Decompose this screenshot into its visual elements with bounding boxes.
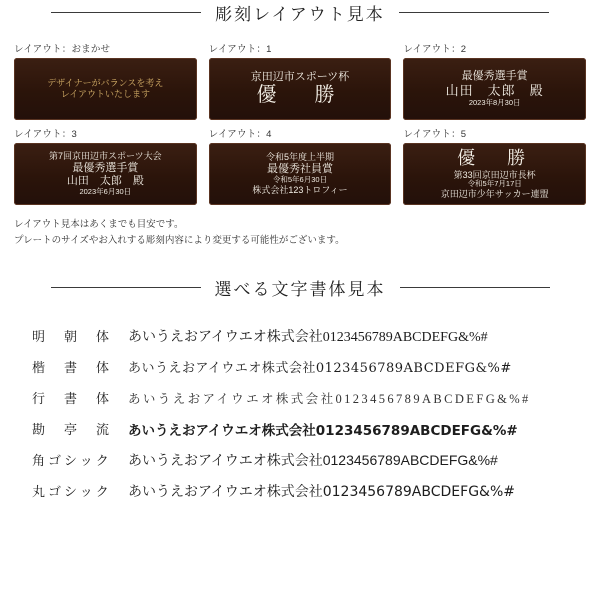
engraving-plate <box>14 143 197 205</box>
layout-sample-grid <box>14 41 586 205</box>
font-name-label: 丸ゴシック <box>32 484 112 500</box>
layout-section-heading <box>14 0 586 25</box>
font-sample-row-gyosho <box>32 382 574 413</box>
layout-caption: レイアウト：5 <box>403 129 467 140</box>
layout-sample-5 <box>403 126 586 205</box>
heading-rule-left <box>51 12 201 13</box>
font-name-label: 勘 亭 流 <box>32 422 113 438</box>
layout-note-line-2: プレートのサイズやお入れする彫刻内容により変更する可能性がございます。 <box>14 235 345 247</box>
font-sample-text: あいうえおアイウエオ株式会社0123456789ABCDEFG&%# <box>128 483 515 500</box>
plate-line: 最優秀選手賞 <box>72 161 139 174</box>
plate-line: 2023年6月30日 <box>79 186 132 196</box>
plate-line: 株式会社123トロフィー <box>252 184 348 195</box>
layout-note <box>14 217 586 249</box>
engraving-plate <box>403 143 586 205</box>
heading-rule-left <box>51 287 201 288</box>
font-sample-text: あいうえおアイウエオ株式会社0123456789ABCDEFG&%# <box>128 361 512 377</box>
layout-sample-2 <box>403 41 586 120</box>
fonts-section-title: 選べる文字書体見本 <box>214 280 386 300</box>
layout-sample-3 <box>14 126 197 205</box>
plate-line: 優 勝 <box>256 83 344 106</box>
engraving-plate <box>209 143 392 205</box>
layout-caption: レイアウト：おまかせ <box>14 44 111 55</box>
plate-line: 最優秀社員賞 <box>266 163 333 176</box>
plate-line: 2023年8月30日 <box>468 97 521 107</box>
engraving-plate <box>209 58 392 120</box>
plate-line: 第33回京田辺市長杯 <box>453 169 536 180</box>
fonts-section <box>14 275 586 506</box>
plate-line: レイアウトいたします <box>60 89 150 99</box>
font-sample-row-mincho <box>32 320 574 351</box>
layout-section-title: 彫刻レイアウト見本 <box>215 5 385 24</box>
font-sample-row-kantei <box>32 413 574 444</box>
plate-line: 令和5年7月17日 <box>467 179 522 189</box>
plate-line: 山田 太郎 殿 <box>66 174 144 187</box>
plate-line: 京田辺市少年サッカー連盟 <box>440 189 549 200</box>
engraving-plate <box>14 58 197 120</box>
plate-line: 令和5年度上半期 <box>265 152 334 163</box>
fonts-section-heading <box>14 275 586 300</box>
layout-sample-1 <box>209 41 392 120</box>
font-name-label: 楷 書 体 <box>32 360 113 376</box>
font-sample-text: あいうえおアイウエオ株式会社0123456789ABCDEFG&%# <box>128 329 488 345</box>
layout-note-line-1: レイアウト見本はあくまでも目安です。 <box>14 219 184 230</box>
plate-line: 第7回京田辺市スポーツ大会 <box>49 151 162 162</box>
layout-caption: レイアウト：1 <box>208 44 272 55</box>
plate-line: デザイナーがバランスを考え <box>47 78 164 89</box>
font-sample-row-maru-gothic <box>32 475 574 506</box>
layout-sample-omakase <box>14 41 197 120</box>
font-name-label: 角ゴシック <box>32 453 112 469</box>
font-sample-text: あいうえおアイウエオ株式会社0123456789ABCDEFG&%# <box>128 422 518 439</box>
engraving-plate <box>403 58 586 120</box>
font-sample-list <box>14 320 586 506</box>
plate-line: 山田 太郎 殿 <box>445 83 544 99</box>
plate-line: 優 勝 <box>457 148 533 169</box>
layout-caption: レイアウト：3 <box>14 129 77 140</box>
layout-sample-4 <box>209 126 392 205</box>
font-sample-text: あいうえおアイウエオ株式会社0123456789ABCDEFG&%# <box>128 451 498 468</box>
layout-caption: レイアウト：4 <box>208 129 272 140</box>
font-name-label: 行 書 体 <box>32 391 113 407</box>
font-sample-text: あいうえおアイウエオ株式会社0123456789ABCDEFG&%# <box>128 391 531 406</box>
heading-rule-right <box>399 12 549 13</box>
layout-caption: レイアウト：2 <box>403 44 467 55</box>
plate-line: 最優秀選手賞 <box>461 70 528 83</box>
plate-line: 京田辺市スポーツ杯 <box>250 70 350 83</box>
font-sample-row-kaisho <box>32 351 574 382</box>
font-sample-row-kaku-gothic <box>32 444 574 475</box>
font-name-label: 明 朝 体 <box>32 329 113 345</box>
plate-line: 令和5年6月30日 <box>272 175 328 185</box>
heading-rule-right <box>400 287 550 288</box>
